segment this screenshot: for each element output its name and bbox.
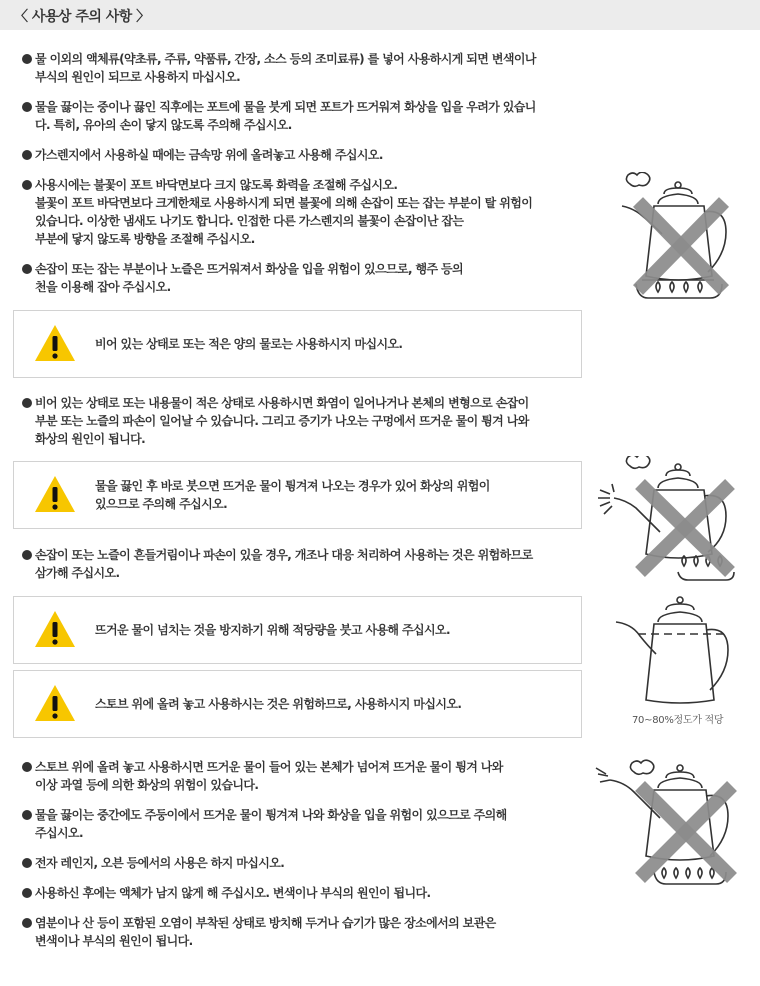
warning-box [13, 461, 582, 529]
caution-item: 손잡이 또는 노즐이 흔들거림이나 파손이 있을 경우, 개조나 대응 처리하여 사용하는 것은 위험하므로 삼가해 주십시오. [22, 546, 602, 582]
warning-box [13, 670, 582, 738]
caution-item: 가스렌지에서 사용하실 때에는 금속망 위에 올려놓고 사용해 주십시오. [22, 146, 602, 164]
warning-text: 스토브 위에 올려 놓고 사용하시는 것은 위험하므로, 사용하시지 마십시오. [95, 697, 462, 711]
warning-text: 물을 끓인 후 바로 붓으면 뜨거운 물이 튕겨져 나오는 경우가 있어 화상의 위험이 있으므로 주의해 주십시오. [95, 479, 490, 511]
warning-box [13, 310, 582, 378]
section-header [0, 0, 760, 30]
caution-item: 손잡이 또는 잡는 부분이나 노즐은 뜨거워져서 화상을 입을 위험이 있으므로, 행주 등의 천을 이용해 잡아 주십시오. [22, 260, 602, 296]
caution-item: 전자 레인지, 오븐 등에서의 사용은 하지 마십시오. [22, 854, 602, 872]
warning-text: 뜨거운 물이 넘치는 것을 방지하기 위해 적당량을 붓고 사용해 주십시오. [95, 623, 450, 637]
fill-level-caption: 70~80%정도가 적당 [632, 715, 724, 726]
bullet-dot [22, 150, 32, 160]
caution-item: 사용시에는 불꽃이 포트 바닥면보다 크지 않도록 화력을 조절해 주십시오. 불꽃이 포트 바닥면보다 크게한채로 사용하시게 되면 불꽃에 의해 손잡이 또는 잡는 부분이 탈 위험이 있습니다. 이상한 냄새도 나기도 합니다. 인접한 다른 가스렌지의 불꽃이 손잡이난 잡는 부분에 닿지 않도록 방향을 조절해 주십시오. [22, 176, 602, 248]
caution-item: 염분이나 산 등이 포함된 오염이 부착된 상태로 방치해 두거나 습기가 많은 장소에서의 보관은 변색이나 부식의 원인이 됩니다. [22, 914, 602, 950]
caution-item: 물 이외의 액체류(약초류, 주류, 약품류, 간장, 소스 등의 조미료류) 를 넣어 사용하시게 되면 변색이나 부식의 원인이 되므로 사용하지 마십시오. [22, 50, 602, 86]
caution-item: 물을 끓이는 중간에도 주둥이에서 뜨거운 물이 튕겨져 나와 화상을 입을 위험이 있으므로 주의해 주십시오. [22, 806, 602, 842]
bullet-dot [22, 762, 32, 772]
caution-item: 스토브 위에 올려 놓고 사용하시면 뜨거운 물이 들어 있는 본체가 넘어져 뜨거운 물이 튕겨 나와 이상 과열 등에 의한 화상의 위험이 있습니다. [22, 758, 602, 794]
bullet-dot [22, 550, 32, 560]
bullet-dot [22, 180, 32, 190]
warning-text: 비어 있는 상태로 또는 적은 양의 물로는 사용하시지 마십시오. [95, 337, 403, 351]
warning-icon [33, 474, 77, 514]
warning-icon [33, 323, 77, 363]
bullet-dot [22, 264, 32, 274]
pot-on-fire-prohibited-icon [618, 172, 744, 304]
bullet-dot [22, 918, 32, 928]
bullet-dot [22, 858, 32, 868]
bullet-dot [22, 398, 32, 408]
bullet-dot [22, 810, 32, 820]
pot-splash-prohibited-icon [596, 456, 746, 586]
pot-fill-level-icon [612, 596, 742, 708]
warning-icon [33, 609, 77, 649]
warning-box [13, 596, 582, 664]
pot-on-stove-prohibited-icon [594, 756, 746, 888]
bullet-dot [22, 888, 32, 898]
caution-item: 비어 있는 상태로 또는 내용물이 적은 상태로 사용하시면 화염이 일어나거나 본체의 변형으로 손잡이 부분 또는 노즐의 파손이 일어날 수 있습니다. 그리고 증기가 나오는 구멍에서 뜨거운 물이 튕겨 나와 화상의 원인이 됩니다. [22, 394, 602, 448]
caution-item: 사용하신 후에는 액체가 남지 않게 해 주십시오. 변색이나 부식의 원인이 됩니다. [22, 884, 602, 902]
bullet-dot [22, 102, 32, 112]
bullet-dot [22, 54, 32, 64]
warning-icon [33, 683, 77, 723]
page-title: 〈 사용상 주의 사항 〉 [14, 9, 150, 25]
caution-item: 물을 끓이는 중이나 끓인 직후에는 포트에 물을 붓게 되면 포트가 뜨거워져 화상을 입을 우려가 있습니 다. 특히, 유아의 손이 닿지 않도록 주의해 주십시오. [22, 98, 602, 134]
